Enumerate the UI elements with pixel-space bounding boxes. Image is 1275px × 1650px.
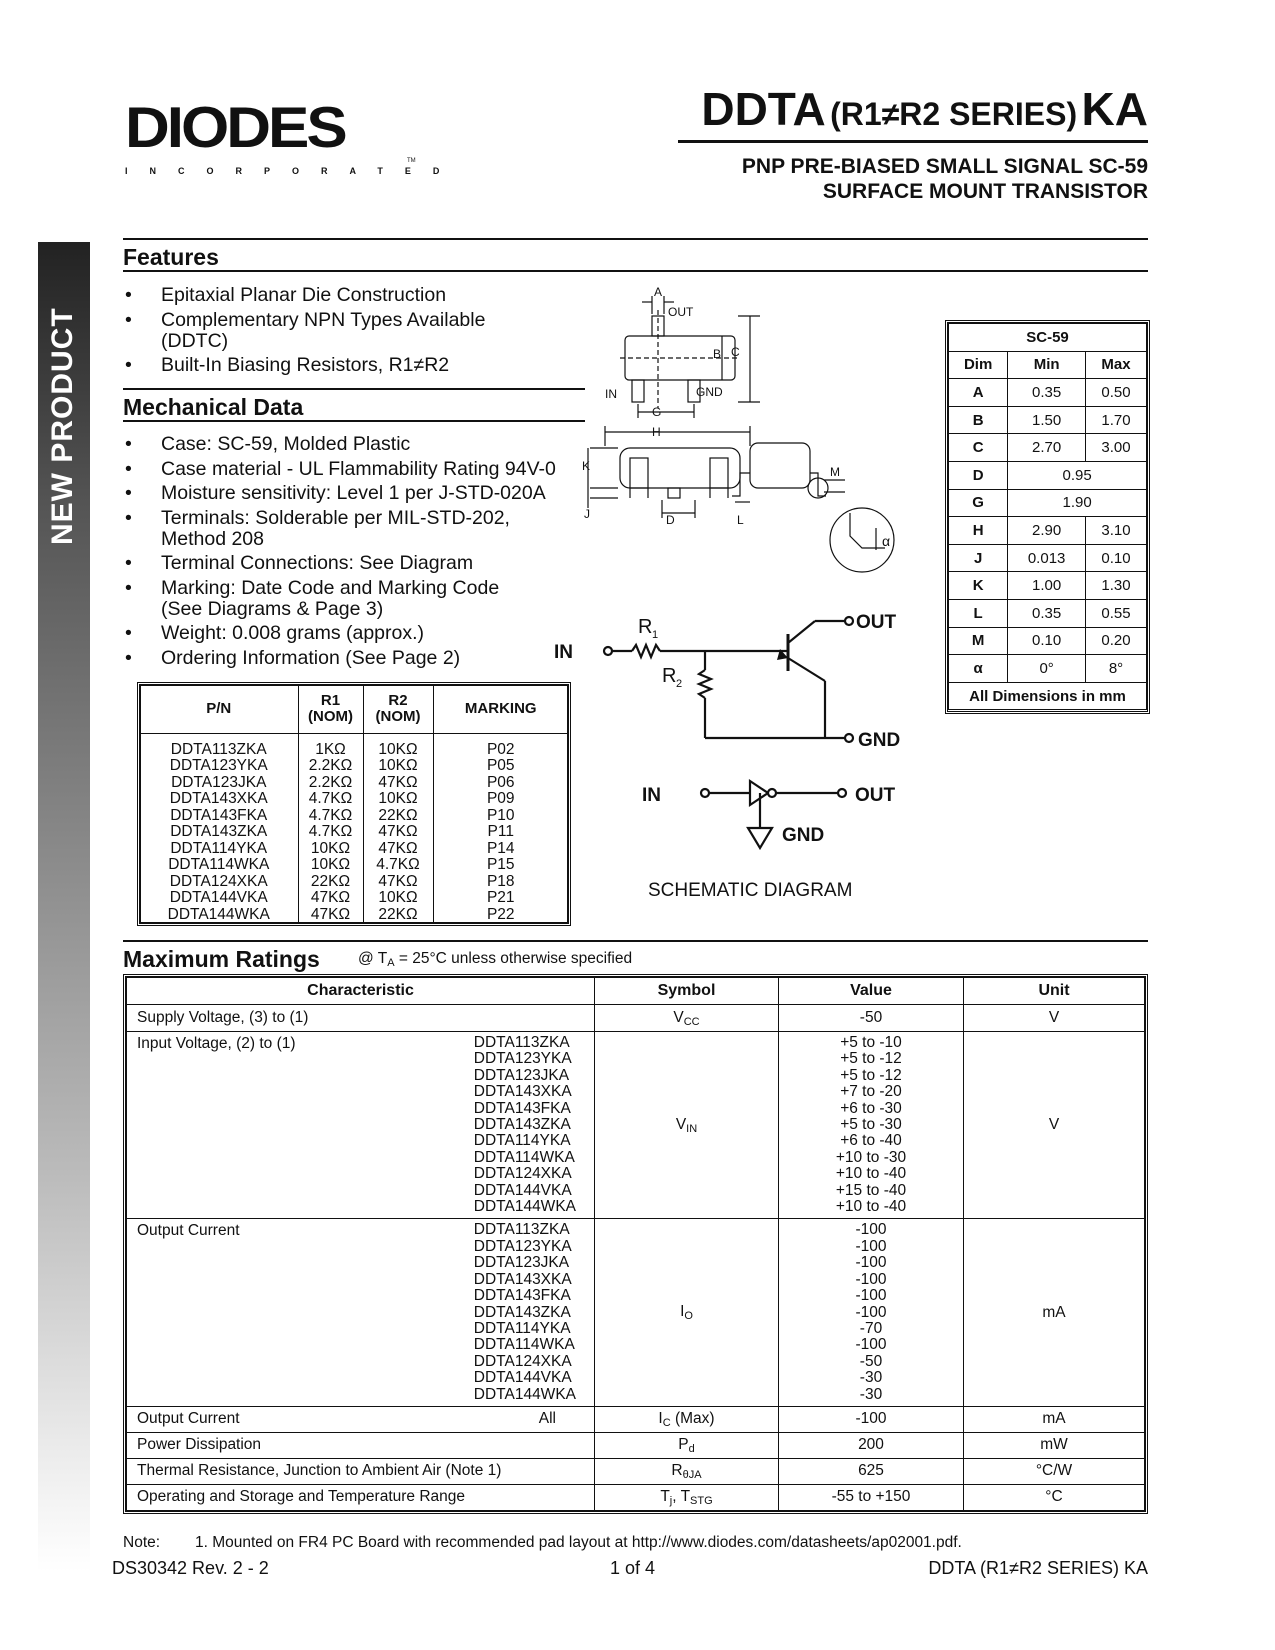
- output-all-symbol: $I_C$ (Max): [595, 1406, 779, 1432]
- dims-title: SC-59: [949, 324, 1147, 352]
- pn-table-cell: 2.2KΩ: [308, 757, 353, 774]
- mr-row-power: [127, 1432, 1145, 1458]
- sc59-package-drawing: [582, 285, 945, 618]
- logo-subtext: INCORPORATED: [125, 166, 462, 176]
- stack-line: DDTA114WKA: [473, 1148, 575, 1166]
- output-label: Output Current: [137, 1222, 240, 1240]
- mr-header-unit: Unit: [964, 978, 1145, 1005]
- stack-line: -50: [859, 1352, 883, 1370]
- pn-table-cell: 4.7KΩ: [308, 806, 353, 824]
- diodes-logo: [125, 96, 462, 186]
- input-values: [779, 1032, 964, 1219]
- symbol-in-label: IN: [642, 785, 661, 806]
- pn-table-cell: 22KΩ: [378, 905, 418, 923]
- pn-table-cell: DDTA124XKA: [169, 872, 268, 890]
- r1-label-sub: 1: [652, 629, 659, 641]
- stack-line: -100: [855, 1270, 887, 1288]
- pn-table-cell: DDTA114YKA: [170, 839, 268, 857]
- package-body-end-view: [750, 443, 810, 488]
- stack-line: -100: [855, 1254, 887, 1272]
- power-label: Power Dissipation: [127, 1432, 595, 1458]
- features-item: • Built-In Biasing Resistors, R1≠R2: [123, 355, 583, 376]
- stack-line: DDTA143FKA: [473, 1099, 571, 1117]
- pn-table-cell: P10: [486, 806, 515, 824]
- pn-table-cell: P11: [487, 823, 514, 840]
- marking-column: [433, 733, 568, 923]
- stack-line: DDTA143XKA: [473, 1083, 572, 1101]
- stack-line: -30: [859, 1385, 883, 1403]
- dims-row: C 2.70 3.00: [949, 434, 1147, 462]
- dims-row: A 0.35 0.50: [949, 379, 1147, 407]
- document-title: [701, 82, 1148, 136]
- output-characteristic: [127, 1219, 595, 1406]
- dim-b-label: B: [713, 347, 722, 361]
- stack-line: -30: [859, 1369, 883, 1387]
- part-number-table: [137, 682, 571, 926]
- mr-header-symbol: Symbol: [595, 978, 779, 1005]
- r1-resistor: [632, 645, 660, 657]
- mr-row-output: [127, 1219, 1145, 1406]
- temp-unit: °C: [964, 1484, 1145, 1510]
- schematic-caption: SCHEMATIC DIAGRAM: [648, 880, 853, 901]
- mechanical-item: • Marking: Date Code and Marking Code (See Diagrams & Page 3): [123, 578, 593, 620]
- pn-table-cell: 22KΩ: [310, 872, 351, 890]
- mechanical-item: • Terminal Connections: See Diagram: [123, 553, 593, 574]
- dim-c-label: C: [731, 345, 740, 359]
- stack-line: -70: [859, 1319, 883, 1337]
- stack-line: DDTA124XKA: [473, 1165, 572, 1183]
- pn-table-cell: 47KΩ: [378, 823, 418, 840]
- max-ratings-condition: @ $T_A = 25^\circ C$ unless otherwise specified: [358, 950, 633, 969]
- mr-row-supply: [127, 1005, 1145, 1032]
- stack-line: DDTA114YKA: [473, 1132, 571, 1150]
- pn-table-cell: DDTA143ZKA: [170, 823, 268, 840]
- max-ratings-table: [123, 974, 1148, 1514]
- pn-table-cell: P21: [486, 889, 515, 906]
- mechanical-heading: Mechanical Data: [123, 394, 304, 420]
- output-unit: mA: [964, 1219, 1145, 1406]
- stack-line: DDTA143ZKA: [473, 1303, 571, 1321]
- dims-row: G 1.90: [949, 489, 1147, 517]
- symbol-out-label: OUT: [855, 785, 896, 806]
- stack-line: -100: [855, 1237, 887, 1255]
- note-text: 1. Mounted on FR4 PC Board with recommended pad layout at http://www.diodes.com/datasheets/ap02001.pdf.: [195, 1534, 962, 1551]
- stack-line: +5 to -12: [840, 1050, 902, 1068]
- pn-table-cell: P18: [486, 872, 515, 890]
- side-banner-text: NEW PRODUCT: [46, 307, 79, 545]
- mechanical-item: • Case: SC-59, Molded Plastic: [123, 434, 593, 455]
- pn-table-cell: 1KΩ: [315, 740, 346, 758]
- stack-line: DDTA114WKA: [473, 1336, 575, 1354]
- pn-table-cell: 22KΩ: [378, 806, 418, 824]
- title-part-1: DDTA: [701, 83, 826, 135]
- temp-label: Operating and Storage and Temperature Range: [127, 1484, 595, 1510]
- r2-column: [363, 733, 433, 923]
- r1-header: R1 (NOM): [298, 685, 363, 733]
- mr-header-value: Value: [779, 978, 964, 1005]
- dims-header-dim: Dim: [949, 351, 1008, 379]
- pn-table-cell: 10KΩ: [378, 757, 418, 774]
- stack-line: +10 to -30: [835, 1148, 907, 1166]
- title-rule: [678, 140, 1148, 143]
- pn-table-cell: DDTA123YKA: [169, 757, 268, 774]
- symbol-gnd-label: GND: [782, 825, 825, 846]
- power-unit: mW: [964, 1432, 1145, 1458]
- r2-resistor: [699, 670, 711, 698]
- output-all-qualifier: All: [538, 1410, 556, 1428]
- pn-table-cell: P05: [486, 757, 515, 774]
- dims-header-max: Max: [1086, 351, 1147, 379]
- pn-table-cell: 47KΩ: [378, 839, 418, 857]
- schematic-in-label: IN: [554, 642, 573, 663]
- logo-trademark: TM: [407, 158, 416, 164]
- thermal-label: Thermal Resistance, Junction to Ambient Air (Note 1): [127, 1458, 595, 1484]
- marking-header: MARKING: [433, 685, 568, 733]
- dim-d-label: D: [666, 513, 675, 527]
- stack-line: +15 to -40: [835, 1181, 907, 1199]
- input-symbol: $V_{IN}$: [595, 1032, 779, 1219]
- title-part-3: KA: [1081, 83, 1148, 135]
- stack-line: DDTA144WKA: [473, 1198, 576, 1216]
- input-characteristic: [127, 1032, 595, 1219]
- supply-symbol: $V_{CC}$: [595, 1005, 779, 1032]
- input-parts: [474, 1035, 576, 1215]
- pn-table-cell: 10KΩ: [378, 790, 418, 807]
- package-body-side-view: [620, 448, 740, 488]
- dims-row: H 2.90 3.10: [949, 517, 1147, 545]
- mechanical-list: [123, 434, 593, 672]
- pn-table-cell: 10KΩ: [310, 839, 351, 857]
- stack-line: +6 to -30: [840, 1099, 902, 1117]
- output-all-unit: mA: [964, 1406, 1145, 1432]
- stack-line: DDTA113ZKA: [473, 1034, 570, 1051]
- stack-line: DDTA114YKA: [473, 1319, 571, 1337]
- supply-label: Supply Voltage, (3) to (1): [127, 1005, 595, 1032]
- pn-table-cell: DDTA123JKA: [171, 773, 267, 791]
- subtitle-line-1: PNP PRE-BIASED SMALL SIGNAL SC-59: [741, 155, 1148, 178]
- schematic-diagram: [554, 598, 910, 913]
- dims-footer: All Dimensions in mm: [949, 682, 1147, 710]
- mechanical-bottom-rule: [123, 420, 585, 422]
- schematic-gnd-label: GND: [858, 730, 901, 751]
- pn-table-cell: DDTA114WKA: [168, 856, 270, 873]
- output-all-label: Output Current: [137, 1410, 240, 1428]
- subtitle-line-2: SURFACE MOUNT TRANSISTOR: [822, 180, 1148, 203]
- dims-row: J 0.013 0.10: [949, 544, 1147, 572]
- note-label: Note:: [123, 1534, 161, 1551]
- mechanical-item: • Moisture sensitivity: Level 1 per J-STD-020A: [123, 483, 593, 504]
- dims-row: D 0.95: [949, 461, 1147, 489]
- pn-table-cell: 4.7KΩ: [376, 856, 420, 873]
- output-symbol: $I_O$: [595, 1219, 779, 1406]
- dim-j-label: J: [584, 507, 590, 521]
- footer-doc-number: DS30342 Rev. 2 - 2: [112, 1558, 269, 1578]
- input-label: Input Voltage, (2) to (1): [137, 1035, 296, 1052]
- thermal-symbol: $R_{\theta JA}$: [595, 1458, 779, 1484]
- output-parts: [474, 1222, 576, 1402]
- stack-line: +10 to -40: [835, 1198, 907, 1216]
- logo-wordmark: DIODES: [125, 96, 345, 160]
- stack-line: DDTA143ZKA: [473, 1116, 571, 1134]
- output-values: [779, 1219, 964, 1406]
- output-all-characteristic: [127, 1406, 595, 1432]
- dims-row: α 0° 8°: [949, 655, 1147, 683]
- pn-table-cell: 10KΩ: [378, 889, 418, 906]
- pn-table-cell: 4.7KΩ: [308, 790, 353, 807]
- thermal-unit: °C/W: [964, 1458, 1145, 1484]
- stack-line: -100: [855, 1287, 887, 1305]
- stack-line: -100: [855, 1336, 887, 1354]
- mr-row-temp: [127, 1484, 1145, 1510]
- mechanical-item: • Ordering Information (See Page 2): [123, 648, 593, 669]
- dims-row: B 1.50 1.70: [949, 406, 1147, 434]
- pn-table-cell: 47KΩ: [310, 889, 351, 906]
- mechanical-item: • Case material - UL Flammability Rating 94V-0: [123, 459, 593, 480]
- schematic-out-label: OUT: [856, 612, 897, 633]
- stack-line: DDTA113ZKA: [473, 1221, 570, 1239]
- stack-line: DDTA143FKA: [473, 1287, 571, 1305]
- mechanical-item: • Weight: 0.008 grams (approx.): [123, 623, 593, 644]
- stack-line: DDTA144WKA: [473, 1385, 576, 1403]
- dims-body: [949, 379, 1147, 683]
- thermal-value: 625: [779, 1458, 964, 1484]
- pn-table-cell: DDTA144WKA: [167, 905, 270, 923]
- pn-table-cell: 4.7KΩ: [308, 823, 353, 840]
- max-ratings-heading: Maximum Ratings: [123, 946, 320, 972]
- dim-a-label: A: [654, 285, 663, 299]
- features-item: • Epitaxial Planar Die Construction: [123, 285, 583, 306]
- stack-line: DDTA123JKA: [473, 1066, 570, 1084]
- stack-line: +10 to -40: [835, 1165, 907, 1183]
- input-unit: V: [964, 1032, 1145, 1219]
- stack-line: DDTA123YKA: [473, 1237, 572, 1255]
- mr-row-output-all: [127, 1406, 1145, 1432]
- features-heading: Features: [123, 244, 219, 270]
- mechanical-top-rule: [123, 388, 585, 390]
- pn-table-body: [140, 733, 568, 923]
- dim-m-label: M: [830, 465, 840, 479]
- pn-table-cell: 10KΩ: [378, 740, 418, 758]
- dim-h-label: H: [652, 425, 661, 439]
- in-lead: [632, 380, 644, 402]
- pn-table-cell: P14: [486, 839, 515, 857]
- in-pin-label: IN: [605, 387, 617, 401]
- features-bottom-rule: [123, 270, 1148, 272]
- power-symbol: $P_d$: [595, 1432, 779, 1458]
- out-pin-label: OUT: [668, 305, 694, 319]
- output-all-value: -100: [779, 1406, 964, 1432]
- mr-row-thermal: [127, 1458, 1145, 1484]
- dims-row: K 1.00 1.30: [949, 572, 1147, 600]
- pn-table-cell: DDTA144VKA: [169, 889, 268, 906]
- pn-table-cell: P09: [486, 790, 515, 807]
- power-value: 200: [779, 1432, 964, 1458]
- dims-row: M 0.10 0.20: [949, 627, 1147, 655]
- dim-l-label: L: [737, 513, 744, 527]
- pn-table-cell: DDTA143FKA: [170, 806, 268, 824]
- stack-line: DDTA143XKA: [473, 1270, 572, 1288]
- pn-table-cell: DDTA143XKA: [169, 790, 268, 807]
- stack-line: DDTA144VKA: [473, 1369, 572, 1387]
- pn-table-cell: P06: [486, 773, 515, 791]
- r2-label-sub: 2: [676, 678, 683, 690]
- supply-unit: V: [964, 1005, 1145, 1032]
- pn-table-cell: DDTA113ZKA: [170, 740, 267, 758]
- stack-line: DDTA123YKA: [473, 1050, 572, 1068]
- mechanical-item: • Terminals: Solderable per MIL-STD-202, Method 208: [123, 508, 593, 550]
- pn-table-cell: P15: [486, 856, 515, 873]
- footer-page-number: 1 of 4: [610, 1558, 656, 1578]
- sc59-dimensions-table: [945, 320, 1150, 714]
- pn-table-cell: P02: [486, 740, 515, 758]
- dim-g-label: G: [652, 405, 662, 419]
- document-subtitle: [742, 154, 1148, 204]
- r2-header: R2 (NOM): [363, 685, 433, 733]
- supply-value: -50: [779, 1005, 964, 1032]
- r1-label: R: [638, 616, 653, 638]
- pn-table-cell: 47KΩ: [310, 905, 351, 923]
- gnd-pin-label: GND: [696, 385, 723, 399]
- dim-k-label: K: [582, 459, 591, 473]
- max-ratings-rule: [123, 940, 1148, 942]
- stack-line: +5 to -30: [840, 1116, 902, 1134]
- pn-table-cell: P22: [486, 905, 515, 923]
- mr-row-input: [127, 1032, 1145, 1219]
- r1-column: [298, 733, 363, 923]
- temp-symbol: $T_j$, $T_{STG}$: [595, 1484, 779, 1510]
- features-top-rule: [123, 238, 1148, 240]
- pn-header: P/N: [140, 685, 298, 733]
- stack-line: +5 to -10: [840, 1034, 902, 1051]
- temp-value: -55 to +150: [779, 1484, 964, 1510]
- stack-line: +7 to -20: [840, 1083, 902, 1101]
- footer-part-title: DDTA (R1≠R2 SERIES) KA: [928, 1558, 1148, 1578]
- pn-column: [140, 733, 298, 923]
- pn-table-cell: 47KΩ: [378, 872, 418, 890]
- title-part-2: (R1≠R2 SERIES): [830, 96, 1078, 132]
- footnote: [123, 1534, 962, 1552]
- stack-line: -100: [855, 1221, 887, 1239]
- stack-line: +5 to -12: [840, 1066, 902, 1084]
- dims-header-min: Min: [1008, 351, 1086, 379]
- dim-alpha-label: α: [882, 533, 891, 549]
- stack-line: +6 to -40: [840, 1132, 902, 1150]
- pn-table-cell: 47KΩ: [378, 773, 418, 791]
- pn-table-cell: 10KΩ: [310, 856, 351, 873]
- stack-line: DDTA123JKA: [473, 1254, 570, 1272]
- stack-line: DDTA144VKA: [473, 1181, 572, 1199]
- dims-row: L 0.35 0.55: [949, 599, 1147, 627]
- mr-header-characteristic: Characteristic: [127, 978, 595, 1005]
- stack-line: -100: [855, 1303, 887, 1321]
- r2-label: R: [662, 665, 677, 687]
- pn-table-cell: 2.2KΩ: [308, 773, 353, 791]
- stack-line: DDTA124XKA: [473, 1352, 572, 1370]
- features-item: • Complementary NPN Types Available (DDTC): [123, 310, 583, 352]
- features-list: [123, 285, 583, 380]
